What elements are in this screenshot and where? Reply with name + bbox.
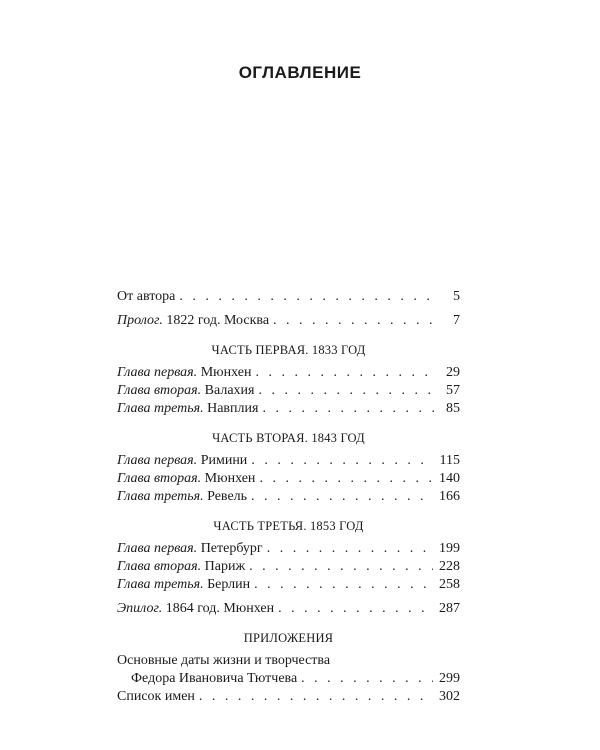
- part-heading: ЧАСТЬ ТРЕТЬЯ. 1853 ГОД: [213, 519, 364, 533]
- entry-title: Ревель: [203, 489, 248, 504]
- entry-label-italic: Глава третья.: [117, 489, 204, 504]
- entry-title: Петербург: [197, 541, 263, 556]
- toc-entry-chapter[interactable]: [117, 364, 460, 382]
- page-title: ОГЛАВЛЕНИЕ: [238, 63, 362, 82]
- page-number: 299: [439, 671, 460, 686]
- toc-entry-chapter[interactable]: [117, 400, 460, 418]
- page-number: 7: [453, 313, 460, 328]
- entry-label-italic: Глава первая.: [117, 365, 198, 380]
- leader-dots: [249, 558, 433, 576]
- entry-title: Мюнхен: [197, 365, 252, 380]
- entry-label-italic: Глава третья.: [117, 401, 204, 416]
- page-number: 302: [439, 689, 460, 704]
- entry-label-italic: Глава вторая.: [117, 383, 202, 398]
- toc-entry-chapter[interactable]: [117, 470, 460, 488]
- entry-label-italic: Эпилог.: [117, 601, 163, 616]
- entry-title: Федора Ивановича Тютчева: [131, 671, 298, 686]
- entry-title: 1822 год. Москва: [162, 313, 270, 328]
- leader-dots: [259, 470, 433, 488]
- leader-dots: [255, 364, 434, 382]
- toc-entry-names[interactable]: [117, 688, 460, 706]
- entry-title: Париж: [201, 559, 246, 574]
- leader-dots: [199, 688, 433, 706]
- toc-entry-chapter[interactable]: [117, 488, 460, 506]
- appendix-heading: ПРИЛОЖЕНИЯ: [243, 631, 334, 645]
- entry-label-italic: Глава первая.: [117, 453, 198, 468]
- toc-entry-dates-line1[interactable]: Основные даты жизни и творчества: [117, 653, 331, 668]
- page-number: 115: [439, 453, 460, 468]
- toc-entry-from-author[interactable]: [117, 288, 460, 306]
- leader-dots: [262, 400, 434, 418]
- entry-title: Список имен: [117, 689, 195, 704]
- page-number: 199: [439, 541, 460, 556]
- toc-entry-chapter[interactable]: [117, 540, 460, 558]
- toc-entry-chapter[interactable]: [117, 452, 460, 470]
- page-number: 166: [439, 489, 460, 504]
- part-heading: ЧАСТЬ ВТОРАЯ. 1843 ГОД: [212, 431, 365, 445]
- toc-entry-chapter[interactable]: [117, 576, 460, 594]
- page-number: 29: [446, 365, 460, 380]
- leader-dots: [258, 382, 434, 400]
- page-number: 228: [439, 559, 460, 574]
- entry-title: Мюнхен: [201, 471, 256, 486]
- toc-entry-chapter[interactable]: [117, 558, 460, 576]
- page-number: 258: [439, 577, 460, 592]
- toc-entry-prologue[interactable]: [117, 312, 460, 330]
- page-number: 57: [446, 383, 460, 398]
- page-number: 140: [439, 471, 460, 486]
- leader-dots: [278, 600, 433, 618]
- entry-label-italic: Пролог.: [117, 313, 163, 328]
- entry-title: Берлин: [203, 577, 251, 592]
- toc-entry-chapter[interactable]: [117, 382, 460, 400]
- part-heading: ЧАСТЬ ПЕРВАЯ. 1833 ГОД: [211, 343, 366, 357]
- leader-dots: [273, 312, 434, 330]
- page-number: 287: [439, 601, 460, 616]
- leader-dots: [301, 670, 433, 688]
- leader-dots: [267, 540, 433, 558]
- entry-title: От автора: [117, 289, 176, 304]
- entry-title: Навплия: [203, 401, 259, 416]
- entry-label-italic: Глава вторая.: [117, 559, 202, 574]
- entry-label-italic: Глава третья.: [117, 577, 204, 592]
- entry-label-italic: Глава первая.: [117, 541, 198, 556]
- leader-dots: [251, 488, 433, 506]
- table-of-contents: [117, 288, 460, 706]
- entry-title: Римини: [197, 453, 248, 468]
- entry-title: Валахия: [201, 383, 255, 398]
- page-number: 5: [453, 289, 460, 304]
- leader-dots: [254, 576, 433, 594]
- toc-entry-dates[interactable]: [117, 670, 460, 688]
- entry-label-italic: Глава вторая.: [117, 471, 202, 486]
- page-number: 85: [446, 401, 460, 416]
- leader-dots: [251, 452, 433, 470]
- toc-entry-epilogue[interactable]: [117, 600, 460, 618]
- leader-dots: [179, 288, 434, 306]
- entry-title: 1864 год. Мюнхен: [162, 601, 275, 616]
